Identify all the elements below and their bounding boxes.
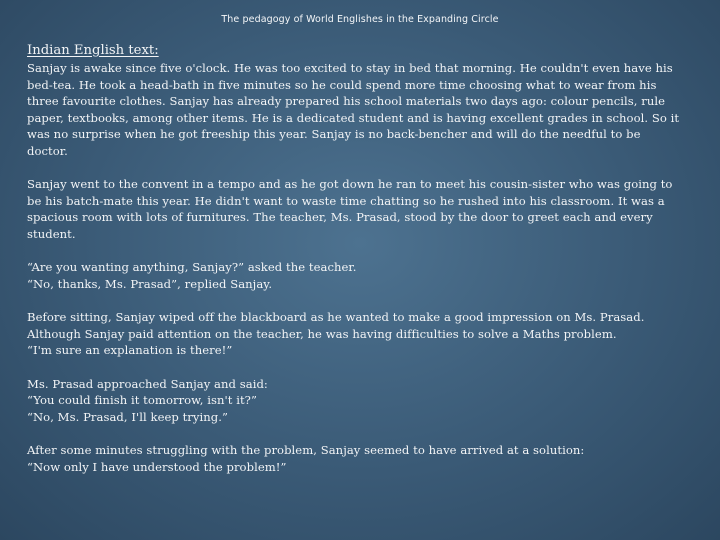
paragraph-dialogue-2 — [27, 376, 693, 426]
section-heading: Indian English text: — [27, 43, 159, 58]
text-line: be his batch-mate this year. He didn't want to waste time chatting so he rushed into his classroom. It was a — [27, 193, 665, 208]
text-line: “No, thanks, Ms. Prasad”, replied Sanjay. — [27, 276, 273, 291]
paragraph-solution — [27, 442, 693, 475]
text-line: student. — [27, 226, 76, 241]
text-line: doctor. — [27, 143, 68, 158]
text-line: “Are you wanting anything, Sanjay?” asked the teacher. — [27, 260, 357, 274]
text-line: “No, Ms. Prasad, I'll keep trying.” — [27, 409, 228, 424]
text-line: Ms. Prasad approached Sanjay and said: — [27, 376, 268, 391]
text-line: spacious room with lots of furnitures. The teacher, Ms. Prasad, stood by the door to greet each and every — [27, 210, 653, 224]
paragraph-dialogue-1 — [27, 259, 693, 292]
slide-title: The pedagogy of World Englishes in the Expanding Circle — [221, 14, 499, 25]
paragraph-morning — [27, 60, 693, 159]
text-line: bed-tea. He took a head-bath in five minutes so he could spend more time choosing what to wear from his — [27, 77, 657, 92]
text-line: Sanjay went to the convent in a tempo and as he got down he ran to meet his cousin-sister who was going to — [27, 177, 673, 191]
text-line: paper, textbooks, among other items. He is a dedicated student and is having excellent grades in school. So it — [27, 110, 680, 125]
text-line: three favourite clothes. Sanjay has already prepared his school materials two days ago: colour pencils, rule — [27, 94, 666, 108]
text-line: After some minutes struggling with the problem, Sanjay seemed to have arrived at a solution: — [27, 443, 585, 457]
text-line: Before sitting, Sanjay wiped off the blackboard as he wanted to make a good impression on Ms. Prasad. — [27, 310, 645, 324]
text-line: Sanjay is awake since five o'clock. He was too excited to stay in bed that morning. He couldn't even have his — [27, 61, 673, 75]
slide-body — [27, 42, 693, 475]
text-line: “I'm sure an explanation is there!” — [27, 343, 233, 357]
paragraph-blackboard — [27, 309, 693, 359]
text-line: Although Sanjay paid attention on the teacher, he was having difficulties to solve a Maths problem. — [27, 326, 617, 341]
text-line: “Now only I have understood the problem!” — [27, 459, 287, 474]
text-line: “You could finish it tomorrow, isn't it?” — [27, 393, 257, 407]
paragraph-convent — [27, 176, 693, 242]
text-line: was no surprise when he got freeship this year. Sanjay is no back-bencher and will do the needful to be — [27, 127, 641, 141]
